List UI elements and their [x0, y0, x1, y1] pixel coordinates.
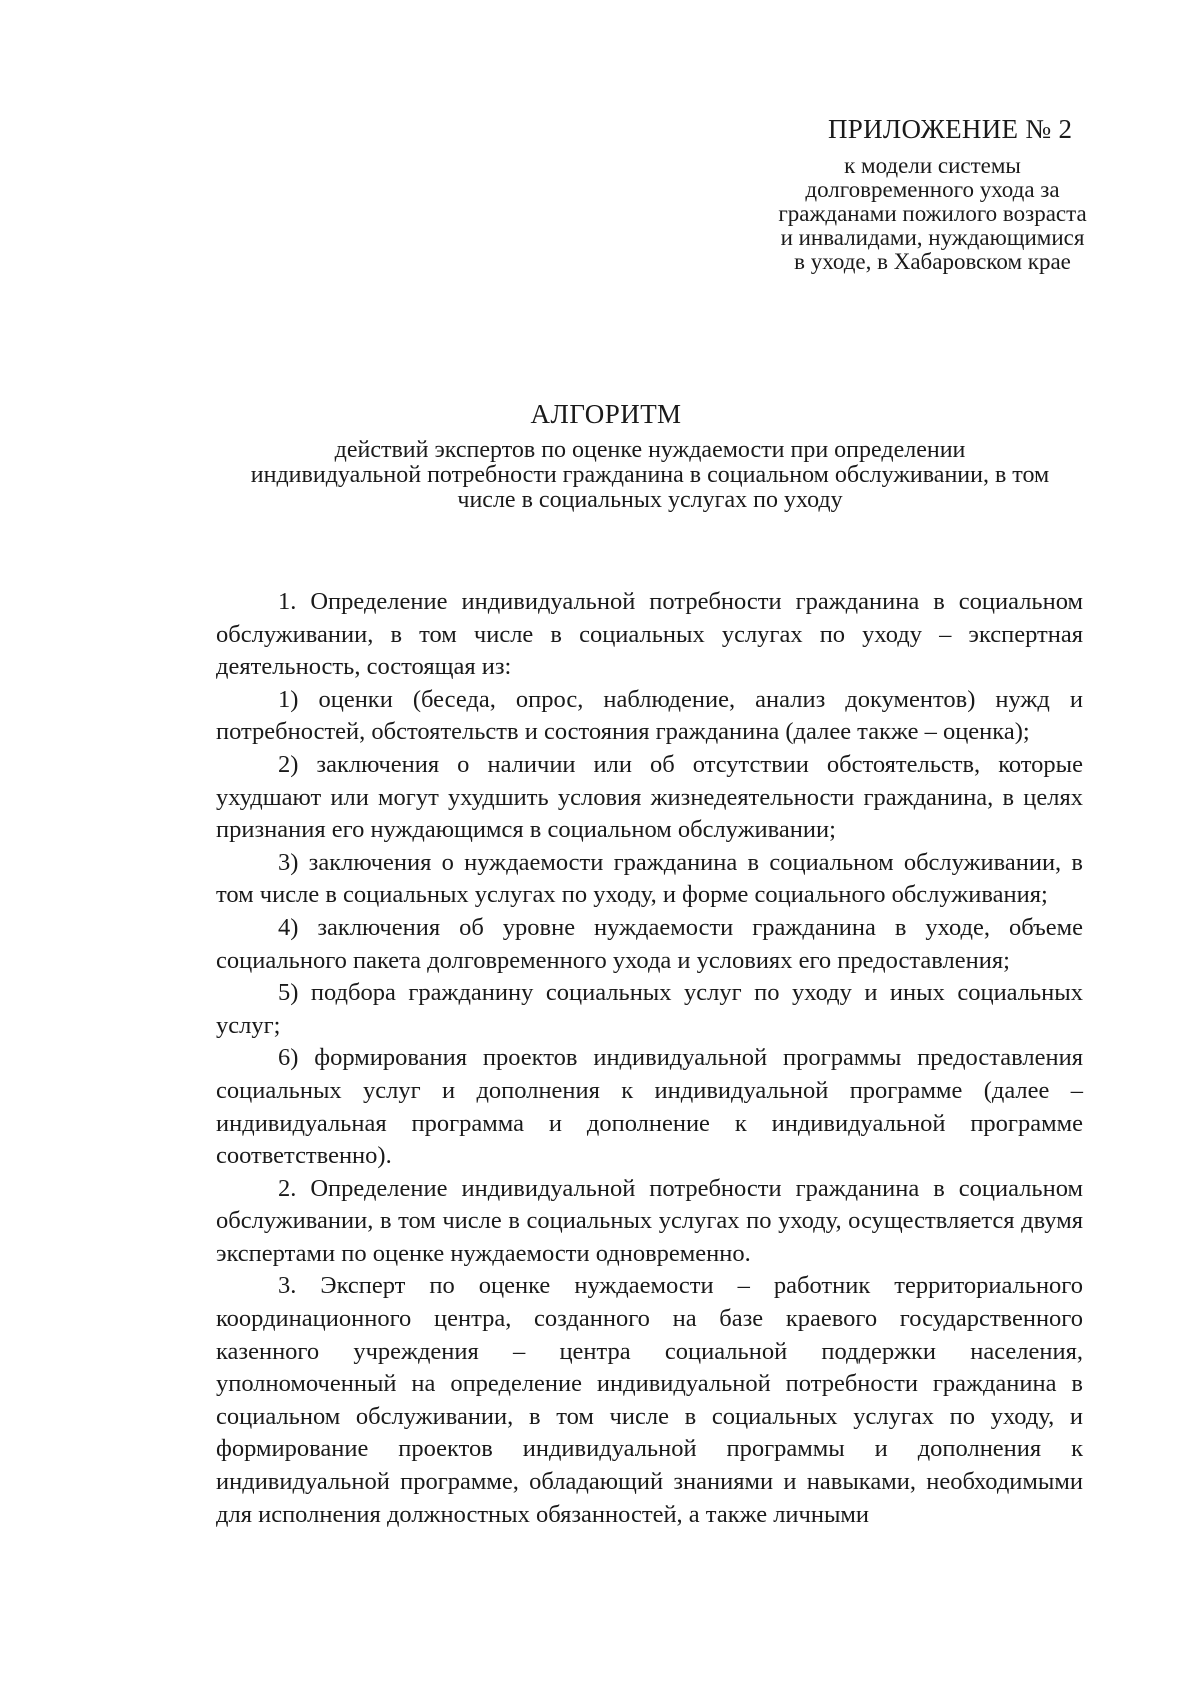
paragraph-1-item-2: 2) заключения о наличии или об отсутствии обстоятельств, которые ухудшают или могут ухудшить условия жизнедеятельности гражданина, в целях признания его нуждающимся в социальном обслуживании; — [216, 750, 1083, 844]
paragraph-1-item-5: 5) подбора гражданину социальных услуг по уходу и иных социальных услуг; — [216, 979, 1083, 1039]
document-subtitle — [210, 438, 1090, 513]
appendix-line: к модели системы — [844, 153, 1021, 178]
paragraph-3: 3. Эксперт по оценке нуждаемости – работник территориального координационного центра, созданного на базе краевого государственного казенного учреждения – центра социальной поддержки населения, уполномоченный на определение индивидуальной потребности гражданина в социальном обслуживании, в том числе в социальных услугах по уходу, и формирование проектов индивидуальной программы и дополнения к индивидуальной программе, обладающий знаниями и навыками, необходимыми для исполнения должностных обязанностей, а также личными — [216, 1272, 1083, 1528]
paragraph-2: 2. Определение индивидуальной потребности гражданина в социальном обслуживании, в том числе в социальных услугах по уходу, осуществляется двумя экспертами по оценке нуждаемости одновременно. — [216, 1174, 1083, 1267]
paragraph-1-item-1: 1) оценки (беседа, опрос, наблюдение, анализ документов) нужд и потребностей, обстоятельств и состояния гражданина (далее также – оценка); — [216, 685, 1083, 746]
appendix-header — [760, 112, 1160, 274]
subtitle-line: индивидуальной потребности гражданина в социальном обслуживании, в том — [250, 462, 1050, 488]
paragraph-1: 1. Определение индивидуальной потребности гражданина в социальном обслуживании, в том числе в социальных услугах по уходу – экспертная деятельность, состоящая из: — [216, 588, 1083, 681]
paragraph-1-item-6: 6) формирования проектов индивидуальной программы предоставления социальных услуг и дополнения к индивидуальной программе (далее – индивидуальная программа и дополнение к индивидуальной программе соответственно). — [216, 1044, 1083, 1170]
appendix-line: долговременного ухода за — [805, 177, 1060, 202]
paragraph-1-item-4: 4) заключения об уровне нуждаемости гражданина в уходе, объеме социального пакета долговременного ухода и условиях его предоставления; — [216, 913, 1083, 974]
appendix-title: ПРИЛОЖЕНИЕ № 2 — [828, 114, 1073, 144]
subtitle-line: действий экспертов по оценке нуждаемости при определении — [334, 437, 966, 463]
appendix-line: гражданами пожилого возраста — [778, 201, 1087, 226]
appendix-line: в уходе, в Хабаровском крае — [794, 249, 1071, 274]
subtitle-line: числе в социальных услугах по уходу — [457, 487, 843, 513]
appendix-line: и инвалидами, нуждающимися — [780, 225, 1085, 250]
document-body — [216, 586, 1083, 1531]
paragraph-1-item-3: 3) заключения о нуждаемости гражданина в социальном обслуживании, в том числе в социальных услугах по уходу, и форме социального обслуживания; — [216, 848, 1083, 909]
appendix-caption — [760, 154, 1105, 274]
document-title: АЛГОРИТМ — [530, 399, 682, 429]
